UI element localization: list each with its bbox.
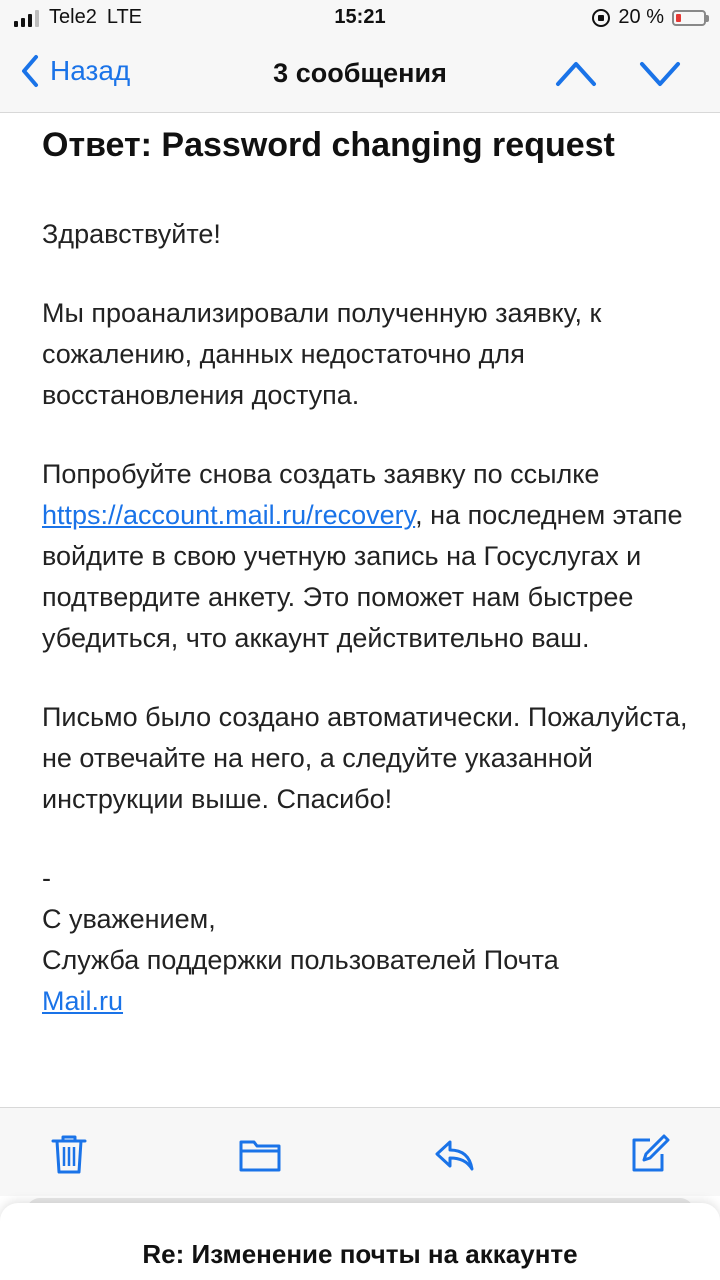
- email-paragraph: Мы проанализировали полученную заявку, к сожалению, данных недостаточно для восстановления доступа.: [42, 298, 602, 410]
- email-closing: С уважением,: [42, 904, 216, 934]
- bottom-toolbar: [0, 1107, 720, 1196]
- back-label: Назад: [50, 55, 131, 86]
- trash-icon[interactable]: [47, 1132, 91, 1176]
- paragraph-text: , на последнем этапе войдите в свою учетную запись на Госуслугах и подтвердите анкету. Это поможет нам быстрее убедиться, что аккаунт действительно ваш.: [42, 500, 683, 653]
- message-navigation: [554, 54, 682, 94]
- chevron-up-icon[interactable]: [554, 54, 598, 94]
- status-time: 15:21: [334, 6, 386, 28]
- email-content: [42, 122, 692, 1022]
- email-greeting: Здравствуйте!: [42, 219, 221, 249]
- email-paragraph: Письмо было создано автоматически. Пожалуйста, не отвечайте на него, а следуйте указанной инструкции выше. Спасибо!: [42, 702, 688, 814]
- reply-icon[interactable]: [432, 1132, 476, 1176]
- chevron-down-icon[interactable]: [638, 54, 682, 94]
- carrier-name: Tele2: [49, 6, 97, 28]
- signature-text: Служба поддержки пользователей Почта: [42, 945, 559, 975]
- next-message-title: Re: Изменение почты на аккаунте: [142, 1239, 578, 1269]
- folder-icon[interactable]: [238, 1132, 282, 1176]
- compose-icon[interactable]: [628, 1132, 672, 1176]
- email-body: [42, 214, 692, 1022]
- recovery-link[interactable]: https://account.mail.ru/recovery: [42, 500, 416, 530]
- network-type: LTE: [106, 6, 143, 28]
- mailru-link[interactable]: Mail.ru: [42, 986, 124, 1016]
- signature-dash: -: [42, 863, 51, 893]
- battery-fill: [676, 14, 681, 22]
- status-right: [592, 6, 706, 29]
- email-subject: Ответ: Password changing request: [42, 126, 615, 164]
- email-paragraph-with-link: [42, 454, 692, 659]
- next-message-sheet[interactable]: [0, 1203, 720, 1280]
- battery-percent: 20 %: [618, 6, 664, 28]
- nav-title: 3 сообщения: [273, 58, 447, 88]
- email-signature: [42, 940, 692, 1022]
- status-bar: [0, 0, 720, 36]
- paragraph-text: Попробуйте снова создать заявку по ссылке: [42, 459, 600, 489]
- orientation-lock-icon: [592, 9, 610, 27]
- battery-icon: [672, 10, 706, 26]
- nav-bar: [0, 36, 720, 113]
